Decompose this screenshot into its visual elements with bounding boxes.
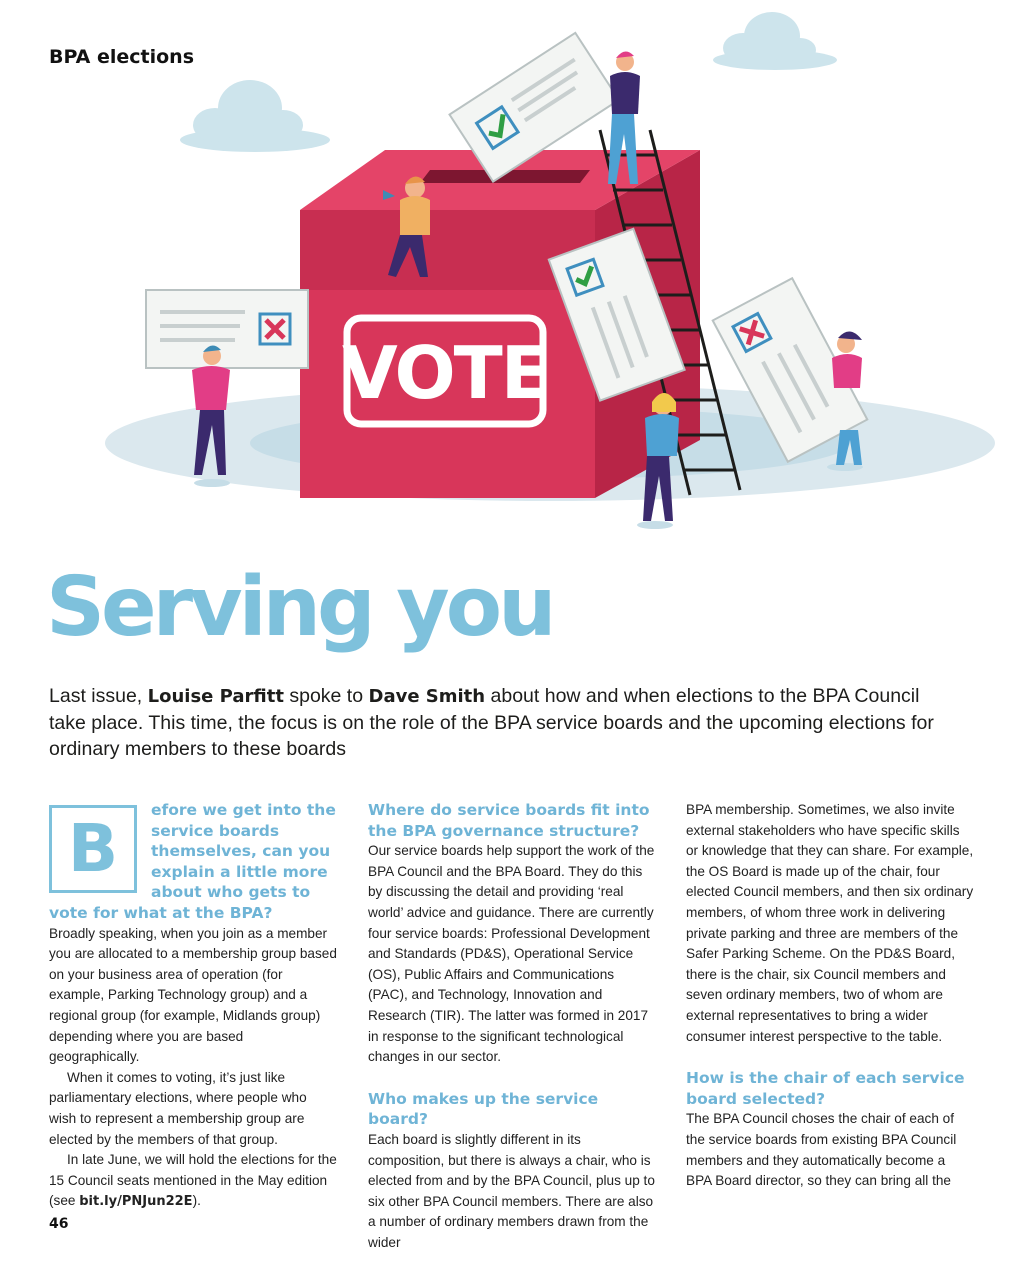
vote-box-illustration	[0, 0, 1024, 550]
question-heading: efore we get into the service boards themselves, can you explain a little more about who gets to vote for what at the BPA?	[49, 801, 336, 922]
body-paragraph: Our service boards help support the work of the BPA Council and the BPA Board. They do this by discussing the detail and providing ‘real world’ advice and guidance. There are currently four service boards: Professional Development and Standards (PD&S), Operational Service (OS), Public Affairs and Communications (PAC), and Technology, Innovation and Research (TIR). The latter was formed in 2017 in response to the significant technological changes in our sector.	[368, 843, 655, 1065]
cloud-right	[713, 12, 837, 70]
interviewee-name: Dave Smith	[368, 686, 486, 707]
body-paragraph: Each board is slightly different in its composition, but there is always a chair, who is elected from and by the BPA Council, plus up to six other BPA Council members. There are also a number of ordinary members drawn from the wider	[368, 1131, 655, 1250]
author-name: Louise Parfitt	[147, 686, 284, 707]
body-paragraph: BPA membership. Sometimes, we also invite external stakeholders who have specific skills or knowledge that they can share. For example, the OS Board is made up of the chair, four elected Council members, and then six ordinary members, of whom three work in delivering private parking and three are members of the Safer Parking Scheme. On the PD&S Board, there is the chair, six Council members and seven ordinary members, two of whom are external representatives to bring a wider consumer interest perspective to the table.	[686, 802, 974, 1044]
ballot-paper-left	[146, 290, 308, 368]
body-paragraph: The BPA Council choses the chair of each of the service boards from existing BPA Council members and they automatically become a BPA Board director, so they can bring all the	[686, 1111, 957, 1189]
column-2	[368, 800, 656, 1253]
vote-label: VOTE	[342, 331, 548, 415]
question-heading: How is the chair of each service board selected?	[686, 1069, 965, 1108]
cloud-left	[180, 80, 330, 152]
standfirst: Last issue, Louise Parfitt spoke to Dave Smith about how and when elections to the BPA Council take place. This time, the focus is on the role of the BPA service boards and the upcoming elections for ordinary members to these boards	[49, 685, 934, 760]
article-link[interactable]: bit.ly/PNJun22E	[79, 1194, 193, 1210]
body-paragraph: In late June, we will hold the elections for the 15 Council seats mentioned in the May edition (see bit.ly/PNJun22E).	[49, 1152, 337, 1210]
question-heading: Who makes up the service board?	[368, 1089, 599, 1129]
column-3	[686, 800, 974, 1192]
question-heading: Where do service boards fit into the BPA governance structure?	[368, 801, 650, 840]
page-number: 46	[49, 1216, 69, 1232]
dropcap: B	[49, 805, 137, 893]
body-paragraph: Broadly speaking, when you join as a member you are allocated to a membership group based on your business area of operation (for example, Parking Technology group) and a regional group (for example, Midlands group) depending where you are based geographically.	[49, 925, 337, 1065]
section-label: BPA elections	[49, 46, 195, 68]
headline: Serving you	[46, 560, 553, 655]
column-1	[49, 800, 337, 1213]
body-paragraph: When it comes to voting, it’s just like parliamentary elections, where people who wish to represent a membership group are elected by the members of that group.	[49, 1069, 307, 1147]
